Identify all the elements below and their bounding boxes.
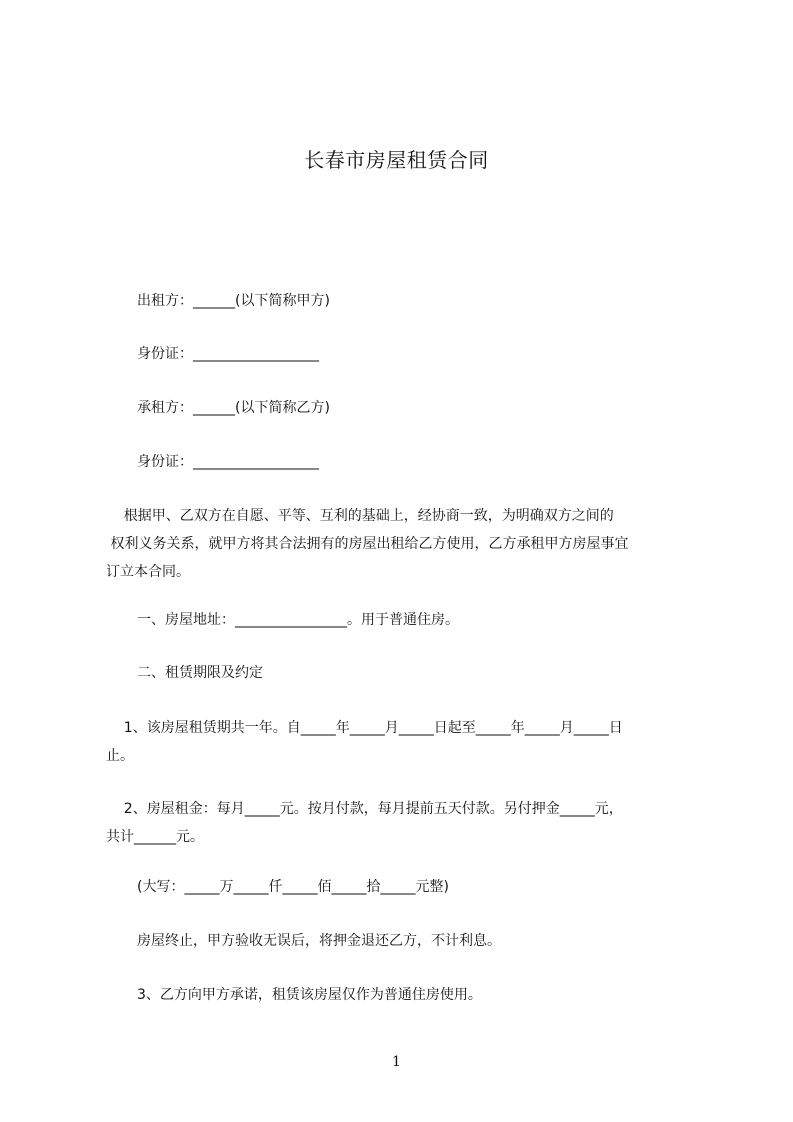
page-number: 1 [392, 1054, 401, 1070]
intro-line-1: 根据甲、乙双方在自愿、平等、互利的基础上，经协商一致，为明确双方之间的 [106, 508, 614, 524]
intro-line-3: 订立本合同。 [106, 564, 190, 580]
document-title: 长春市房屋租赁合同 [304, 148, 489, 172]
item-rent [106, 795, 712, 851]
item-usage-promise: 3、乙方向甲方承诺，租赁该房屋仅作为普通住房使用。 [137, 987, 482, 1003]
intro-line-2: 权利义务关系，就甲方将其合法拥有的房屋出租给乙方使用，乙方承租甲方房屋事宜 [106, 536, 629, 552]
item-lease-period [106, 714, 712, 770]
lessee-id-line: 身份证：__________________ [137, 454, 319, 470]
lessor-line: 出租方：______(以下简称甲方) [137, 293, 330, 309]
item-lease-period-line-2: 止。 [106, 748, 134, 764]
item-rent-line-1: 2、房屋租金：每月_____元。按月付款，每月提前五天付款。另付押金_____元， [106, 801, 623, 817]
clause-lease-term-heading: 二、租赁期限及约定 [137, 665, 263, 681]
item-rent-line-2: 共计______元。 [106, 829, 204, 845]
intro-paragraph [106, 502, 712, 586]
item-lease-period-line-1: 1、该房屋租赁期共一年。自_____年_____月_____日起至_____年_____月_____日 [106, 720, 623, 736]
lessor-id-line: 身份证：__________________ [137, 346, 319, 362]
deposit-return-line: 房屋终止，甲方验收无误后，将押金退还乙方，不计利息。 [137, 933, 501, 949]
capital-amount-line: (大写：_____万_____仟_____佰_____拾_____元整) [137, 879, 449, 895]
lessee-line: 承租方：______(以下简称乙方) [137, 400, 330, 416]
clause-house-address: 一、房屋地址：________________。用于普通住房。 [137, 612, 459, 628]
